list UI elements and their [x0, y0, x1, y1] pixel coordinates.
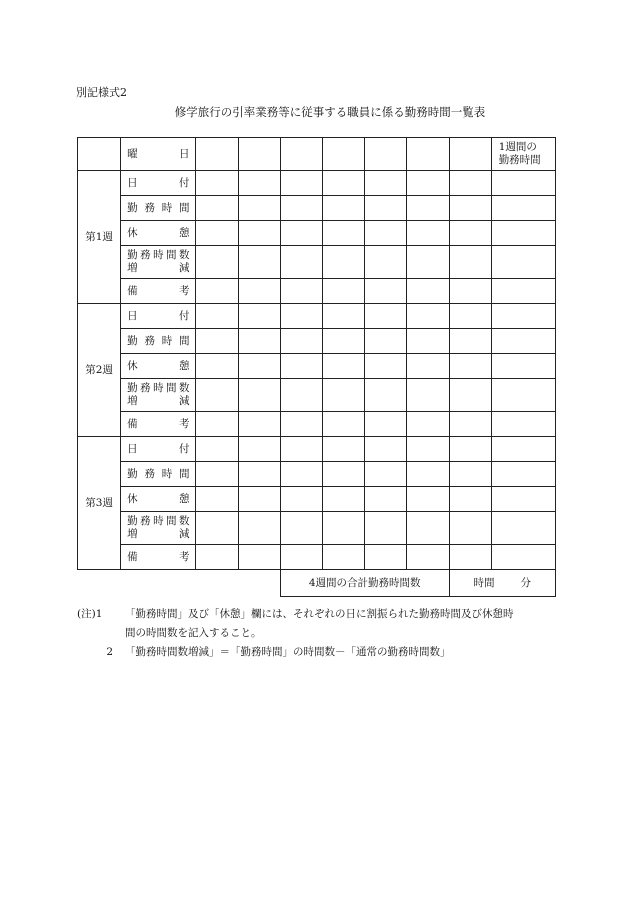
day-cell[interactable]: [238, 171, 280, 196]
header-row: [78, 138, 556, 171]
day-cell[interactable]: [449, 462, 491, 487]
week-2-change-row: [78, 379, 556, 412]
day-cell[interactable]: [449, 354, 491, 379]
day-cell[interactable]: [365, 545, 407, 570]
hours-change-label: 勤 務 時 間 数 増 減: [121, 246, 196, 279]
work-hours-label: 勤 務 時 間: [121, 196, 196, 221]
day-cell[interactable]: [449, 246, 491, 279]
day-cell[interactable]: [365, 196, 407, 221]
week-2-remarks-row: [78, 412, 556, 437]
week-3-hours-row: [78, 462, 556, 487]
day-cell[interactable]: [196, 304, 238, 329]
day-cell[interactable]: [280, 512, 322, 545]
weekly-total-cell[interactable]: [491, 279, 555, 304]
day-cell[interactable]: [280, 412, 322, 437]
day-cell[interactable]: [196, 412, 238, 437]
week-3-date-row: [78, 437, 556, 462]
day-cell[interactable]: [280, 545, 322, 570]
day-cell[interactable]: [407, 138, 449, 171]
work-hours-table: [77, 137, 556, 597]
day-cell[interactable]: [238, 412, 280, 437]
day-cell[interactable]: [323, 545, 365, 570]
four-week-total-value[interactable]: 時間 分: [449, 570, 555, 597]
day-cell[interactable]: [449, 171, 491, 196]
day-cell[interactable]: [196, 545, 238, 570]
day-cell[interactable]: [323, 412, 365, 437]
weekly-total-cell[interactable]: [491, 196, 555, 221]
day-cell[interactable]: [407, 329, 449, 354]
day-cell[interactable]: [323, 279, 365, 304]
break-label: 休 憩: [121, 221, 196, 246]
document-title: 修学旅行の引率業務等に従事する職員に係る勤務時間一覧表: [174, 105, 486, 119]
day-cell[interactable]: [449, 138, 491, 171]
day-cell[interactable]: [323, 246, 365, 279]
week-2-break-row: [78, 354, 556, 379]
day-cell[interactable]: [449, 196, 491, 221]
day-cell[interactable]: [449, 379, 491, 412]
weekly-total-cell[interactable]: [491, 437, 555, 462]
day-cell[interactable]: [407, 437, 449, 462]
hours-change-label: 勤 務 時 間 数 増 減: [121, 379, 196, 412]
day-cell[interactable]: [365, 462, 407, 487]
weekly-total-cell[interactable]: [491, 512, 555, 545]
day-cell[interactable]: [407, 304, 449, 329]
day-cell[interactable]: [365, 487, 407, 512]
weekly-total-cell[interactable]: [491, 304, 555, 329]
day-cell[interactable]: [365, 279, 407, 304]
day-cell[interactable]: [407, 354, 449, 379]
date-label: 日 付: [121, 437, 196, 462]
day-cell[interactable]: [238, 487, 280, 512]
day-cell[interactable]: [280, 279, 322, 304]
note-item: (注)1 「勤務時間」及び「休憩」欄には、それぞれの日に割振られた勤務時間及び休憩時: [77, 608, 514, 620]
day-cell[interactable]: [365, 329, 407, 354]
day-cell[interactable]: [407, 379, 449, 412]
note-item-continuation: 間の時間数を記入すること。: [125, 627, 262, 639]
weekly-total-cell[interactable]: [491, 246, 555, 279]
day-cell[interactable]: [449, 412, 491, 437]
day-cell[interactable]: [238, 437, 280, 462]
day-cell[interactable]: [196, 379, 238, 412]
day-cell[interactable]: [238, 279, 280, 304]
day-cell[interactable]: [280, 329, 322, 354]
four-week-total-row: [78, 570, 556, 597]
week-1-hours-row: [78, 196, 556, 221]
day-cell[interactable]: [196, 487, 238, 512]
day-cell[interactable]: [365, 412, 407, 437]
day-cell[interactable]: [449, 221, 491, 246]
day-cell[interactable]: [280, 304, 322, 329]
day-cell[interactable]: [323, 437, 365, 462]
weekly-total-cell[interactable]: [491, 221, 555, 246]
day-cell[interactable]: [323, 379, 365, 412]
day-cell[interactable]: [238, 512, 280, 545]
day-cell[interactable]: [196, 512, 238, 545]
day-cell[interactable]: [323, 221, 365, 246]
day-cell[interactable]: [196, 462, 238, 487]
day-cell[interactable]: [280, 437, 322, 462]
weekly-total-cell[interactable]: [491, 545, 555, 570]
week-label: 第3週: [78, 437, 121, 570]
form-number: 別記様式2: [76, 86, 127, 99]
day-cell[interactable]: [365, 221, 407, 246]
day-cell[interactable]: [365, 171, 407, 196]
day-cell[interactable]: [280, 354, 322, 379]
day-cell[interactable]: [323, 171, 365, 196]
weekday-header: 曜 日: [121, 138, 196, 171]
day-cell[interactable]: [238, 329, 280, 354]
week-label: 第2週: [78, 304, 121, 437]
day-cell[interactable]: [449, 304, 491, 329]
weekly-total-cell[interactable]: [491, 354, 555, 379]
day-cell[interactable]: [280, 138, 322, 171]
day-cell[interactable]: [280, 171, 322, 196]
day-cell[interactable]: [449, 512, 491, 545]
weekly-total-cell[interactable]: [491, 379, 555, 412]
day-cell[interactable]: [407, 412, 449, 437]
day-cell[interactable]: [196, 246, 238, 279]
day-cell[interactable]: [407, 196, 449, 221]
notes: [77, 605, 559, 662]
weekly-total-cell[interactable]: [491, 487, 555, 512]
weekly-total-cell[interactable]: [491, 462, 555, 487]
day-cell[interactable]: [196, 354, 238, 379]
weekly-total-cell[interactable]: [491, 171, 555, 196]
day-cell[interactable]: [238, 138, 280, 171]
day-cell[interactable]: [196, 437, 238, 462]
day-cell[interactable]: [365, 512, 407, 545]
day-cell[interactable]: [238, 545, 280, 570]
remarks-label: 備 考: [121, 545, 196, 570]
day-cell[interactable]: [280, 196, 322, 221]
day-cell[interactable]: [407, 487, 449, 512]
day-cell[interactable]: [323, 329, 365, 354]
day-cell[interactable]: [280, 487, 322, 512]
day-cell[interactable]: [280, 462, 322, 487]
week-3-break-row: [78, 487, 556, 512]
day-cell[interactable]: [449, 545, 491, 570]
day-cell[interactable]: [238, 221, 280, 246]
break-label: 休 憩: [121, 354, 196, 379]
weekly-hours-header: 1週間の 勤務時間: [491, 138, 555, 171]
day-cell[interactable]: [323, 462, 365, 487]
date-label: 日 付: [121, 304, 196, 329]
day-cell[interactable]: [365, 246, 407, 279]
break-label: 休 憩: [121, 487, 196, 512]
remarks-label: 備 考: [121, 279, 196, 304]
week-1-break-row: [78, 221, 556, 246]
week-3-remarks-row: [78, 545, 556, 570]
day-cell[interactable]: [280, 379, 322, 412]
four-week-total-label: 4週間の合計勤務時間数: [280, 570, 449, 597]
day-cell[interactable]: [449, 329, 491, 354]
week-1-remarks-row: [78, 279, 556, 304]
day-cell[interactable]: [196, 329, 238, 354]
hours-change-label: 勤 務 時 間 数 増 減: [121, 512, 196, 545]
day-cell[interactable]: [407, 171, 449, 196]
day-cell[interactable]: [323, 354, 365, 379]
day-cell[interactable]: [407, 246, 449, 279]
day-cell[interactable]: [280, 246, 322, 279]
day-cell[interactable]: [238, 379, 280, 412]
day-cell[interactable]: [365, 354, 407, 379]
day-cell[interactable]: [407, 462, 449, 487]
day-cell[interactable]: [238, 246, 280, 279]
week-2-date-row: [78, 304, 556, 329]
work-hours-label: 勤 務 時 間: [121, 462, 196, 487]
blank-area: [78, 570, 281, 597]
day-cell[interactable]: [323, 196, 365, 221]
week-3-change-row: [78, 512, 556, 545]
day-cell[interactable]: [238, 354, 280, 379]
remarks-label: 備 考: [121, 412, 196, 437]
day-cell[interactable]: [323, 138, 365, 171]
day-cell[interactable]: [365, 304, 407, 329]
week-label: 第1週: [78, 171, 121, 304]
day-cell[interactable]: [196, 196, 238, 221]
day-cell[interactable]: [280, 221, 322, 246]
day-cell[interactable]: [238, 196, 280, 221]
day-cell[interactable]: [407, 279, 449, 304]
day-cell[interactable]: [323, 304, 365, 329]
week-1-date-row: [78, 171, 556, 196]
day-cell[interactable]: [365, 437, 407, 462]
day-cell[interactable]: [449, 437, 491, 462]
week-2-hours-row: [78, 329, 556, 354]
weekly-total-cell[interactable]: [491, 329, 555, 354]
week-1-change-row: [78, 246, 556, 279]
weekly-total-cell[interactable]: [491, 412, 555, 437]
day-cell[interactable]: [407, 545, 449, 570]
day-cell[interactable]: [323, 487, 365, 512]
day-cell[interactable]: [323, 512, 365, 545]
day-cell[interactable]: [365, 379, 407, 412]
day-cell[interactable]: [365, 138, 407, 171]
day-cell[interactable]: [449, 279, 491, 304]
corner-cell: [78, 138, 121, 171]
day-cell[interactable]: [238, 304, 280, 329]
day-cell[interactable]: [196, 171, 238, 196]
day-cell[interactable]: [196, 279, 238, 304]
day-cell[interactable]: [449, 487, 491, 512]
day-cell[interactable]: [196, 221, 238, 246]
date-label: 日 付: [121, 171, 196, 196]
day-cell[interactable]: [238, 462, 280, 487]
day-cell[interactable]: [196, 138, 238, 171]
note-item: 2 「勤務時間数増減」＝「勤務時間」の時間数－「通常の勤務時間数」: [106, 646, 451, 658]
day-cell[interactable]: [407, 221, 449, 246]
work-hours-label: 勤 務 時 間: [121, 329, 196, 354]
day-cell[interactable]: [407, 512, 449, 545]
